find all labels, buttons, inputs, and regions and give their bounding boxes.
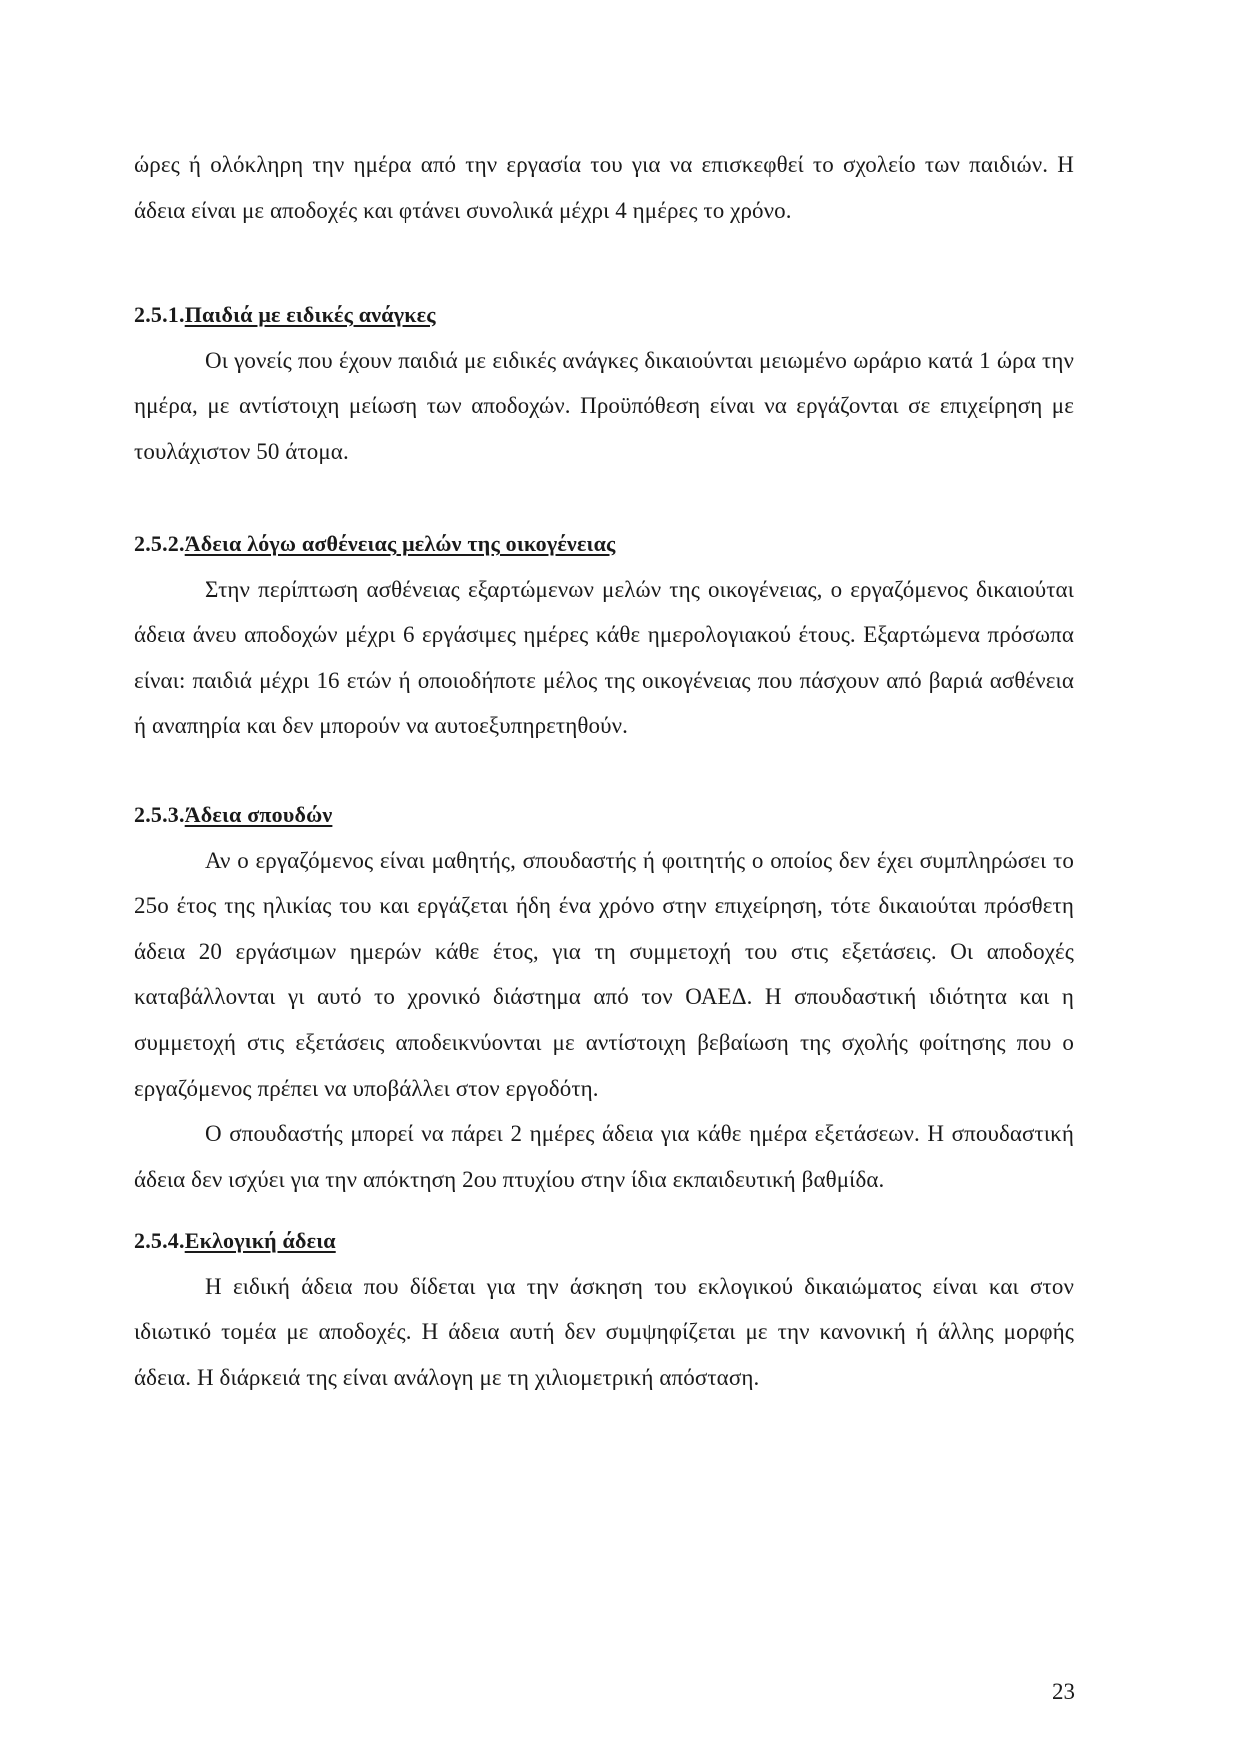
section-2-5-3 [134, 792, 1074, 1202]
intro-block [134, 142, 1074, 233]
section-paragraph: Αν ο εργαζόμενος είναι μαθητής, σπουδαστής ή φοιτητής ο οποίος δεν έχει συμπληρώσει το 25ο έτος της ηλικίας του και εργάζεται ήδη ένα χρόνο στην επιχείρηση, τότε δικαιούται πρόσθετη άδεια 20 εργάσιμων ημερών κάθε έτος, για τη συμμετοχή του στις εξετάσεις. Οι αποδοχές καταβάλλονται γι αυτό το χρονικό διάστημα από τον ΟΑΕΔ. Η σπουδαστική ιδιότητα και η συμμετοχή στις εξετάσεις αποδεικνύονται με αντίστοιχη βεβαίωση της σχολής φοίτησης που ο εργαζόμενος πρέπει να υποβάλλει στον εργοδότη. [134, 847, 1074, 1101]
section-heading [134, 521, 1074, 567]
section-2-5-2 [134, 521, 1074, 749]
section-title: Άδεια σπουδών [184, 802, 333, 827]
section-heading [134, 1218, 1074, 1264]
section-heading [134, 792, 1074, 838]
section-paragraph: Οι γονείς που έχουν παιδιά με ειδικές ανάγκες δικαιούνται μειωμένο ωράριο κατά 1 ώρα την ημέρα, με αντίστοιχη μείωση των αποδοχών. Προϋπόθεση είναι να εργάζονται σε επιχείρηση με τουλάχιστον 50 άτομα. [134, 347, 1074, 464]
section-title: Παιδιά με ειδικές ανάγκες [184, 302, 436, 327]
section-2-5-1 [134, 292, 1074, 474]
section-2-5-4 [134, 1218, 1074, 1400]
section-title: Εκλογική άδεια [184, 1228, 336, 1253]
section-title: Άδεια λόγω ασθένειας μελών της οικογένειας [184, 531, 616, 556]
section-number: 2.5.1. [134, 302, 185, 327]
intro-paragraph: ώρες ή ολόκληρη την ημέρα από την εργασία του για να επισκεφθεί το σχολείο των παιδιών. Η άδεια είναι με αποδοχές και φτάνει συνολικά μέχρι 4 ημέρες το χρόνο. [134, 152, 1074, 223]
section-paragraph: Στην περίπτωση ασθένειας εξαρτώμενων μελών της οικογένειας, ο εργαζόμενος δικαιούται άδεια άνευ αποδοχών μέχρι 6 εργάσιμες ημέρες κάθε ημερολογιακού έτους. Εξαρτώμενα πρόσωπα είναι: παιδιά μέχρι 16 ετών ή οποιοδήποτε μέλος της οικογένειας που πάσχουν από βαριά ασθένεια ή αναπηρία και δεν μπορούν να αυτοεξυπηρετηθούν. [134, 576, 1074, 739]
page-number: 23 [1052, 1679, 1075, 1704]
section-number: 2.5.2. [134, 531, 185, 556]
section-number: 2.5.3. [134, 802, 185, 827]
section-paragraph: Ο σπουδαστής μπορεί να πάρει 2 ημέρες άδεια για κάθε ημέρα εξετάσεων. Η σπουδαστική άδεια δεν ισχύει για την απόκτηση 2ου πτυχίου στην ίδια εκπαιδευτική βαθμίδα. [134, 1121, 1074, 1192]
section-paragraph: Η ειδική άδεια που δίδεται για την άσκηση του εκλογικού δικαιώματος είναι και στον ιδιωτικό τομέα με αποδοχές. Η άδεια αυτή δεν συμψηφίζεται με την κανονική ή άλλης μορφής άδεια. Η διάρκειά της είναι ανάλογη με τη χιλιομετρική απόσταση. [134, 1273, 1074, 1390]
section-heading [134, 292, 1074, 338]
section-number: 2.5.4. [134, 1228, 185, 1253]
